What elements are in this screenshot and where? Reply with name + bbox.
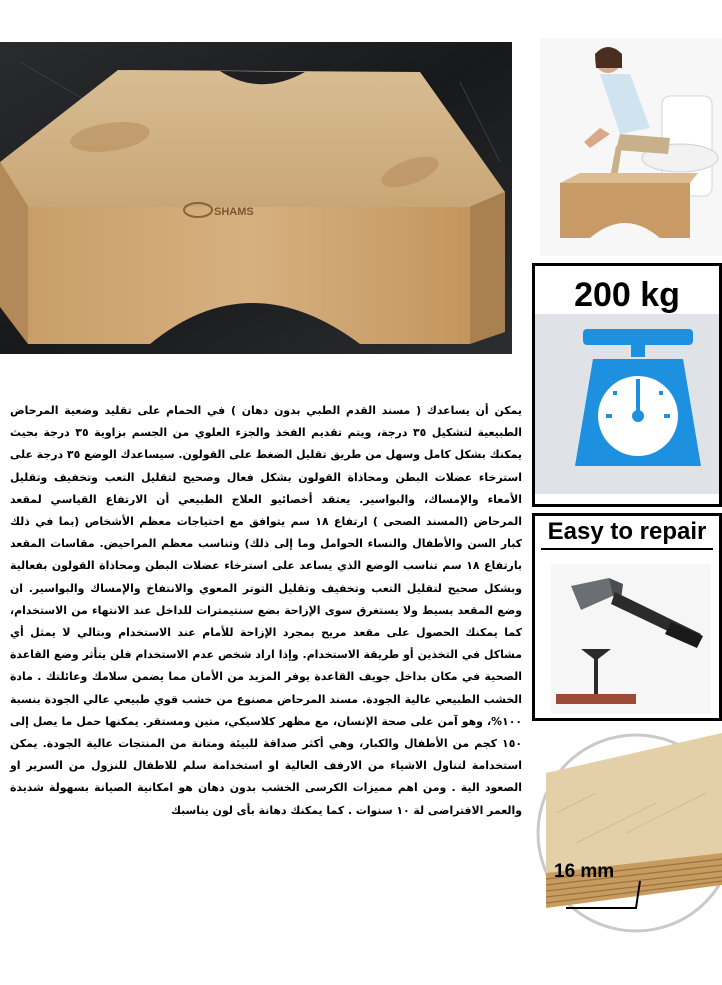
product-photo (0, 42, 512, 354)
weight-capacity-label: 200 kg (574, 276, 680, 314)
usage-photo (540, 38, 722, 256)
weight-capacity-panel (532, 263, 722, 507)
repair-label: Easy to repair (547, 518, 707, 545)
scale-icon (563, 321, 713, 471)
product-description: يمكن أن يساعدك ( مسند القدم الطبي بدون دهان ) في الحمام على تقليد وضعية المرحاض الطبيعية لتشكيل ٣٥ درجة، ويتم تقديم الفخذ والجزء العلوي من الجسم بزاوية ٣٥ درجة بحيث يمكنك بشكل كامل وسهل من طريق تقليل الضغط على القولون. سيساعدك الوضع ٣٥ درجة على استرخاء عضلات البطن ومحاذاة القولون بشكل فعال وصحيح لتقليل التعب وتخفيف وتقليل الأمعاء والإمساك، والبواسير. يعتقد أخصائيو العلاج الطبيعي أن الارتفاع القياسي لمقعد المرحاض (المسند الصحى ) ارتفاع ١٨ سم يتوافق مع احتياجات معظم الأشخاص (بما في ذلك كبار السن والأطفال والنساء الحوامل وما إلى ذلك) وتناسب معظم المراحيض. مقاسات المقعد بارتفاع ١٨ سم تناسب الوضع الذي يساعد على استرخاء عضلات البطن ومحاذاة القولون بفعالية وبشكل صحيح لتقليل التعب وتخفيف وتقليل التوتر المعوي والانتفاخ والإمساك والبواسير. ان وضع المقعد بسيط ولا يستغرق سوى الإزاحة بضع سنتيمترات للداخل عند الانتهاء من الاستخدام، كما يمكنك الحصول على مقعد مريح بمجرد الإزاحة للأمام عند الاستخدام وبتالي لا يمثل أي مشاكل في التخذين أو طريقة الاستخدام. وإذا اراد شخص عدم الاستخدام فلن يتأثر وضع القاعدة الصحية في مكان بداخل جويف القاعدة يوفر المزيد من الأمان مما يضمن سلامك وعائلتك . مادة الخشب الطبيعي عالية الجودة. مسند المرحاض مصنوع من خشب قوي طبيعي عالي الجودة بنسبة ١٠٠%، وهو آمن على صحة الإنسان، مع مظهر كلاسيكي، متين ومستقر. يمكنها حمل ما يصل إلى ١٥٠ كجم من الأطفال والكبار، وهي أكثر صداقة للبيئة ومتانة من المنتجات عالية الجودة. يمكن استخدامة لتناول الاشياء من الارفف العالية او استخدامة سلم للاطفال للنزول من السرير او الصعود الية . ومن اهم مميزات الكرسى الخشب بدون دهان هو امكانية الصيانة بسهولة شديدة والعمر الافتراضى لة ١٠ سنوات . كما يمكنك دهانة بأى لون يناسبك (10, 404, 522, 817)
repair-panel (532, 513, 722, 721)
thickness-label: 16 mm (554, 861, 615, 882)
hammer-icon (551, 564, 711, 714)
brand-logo: SHAMS (214, 206, 254, 218)
label-underline (541, 548, 713, 550)
plywood-thickness-image (536, 733, 722, 933)
